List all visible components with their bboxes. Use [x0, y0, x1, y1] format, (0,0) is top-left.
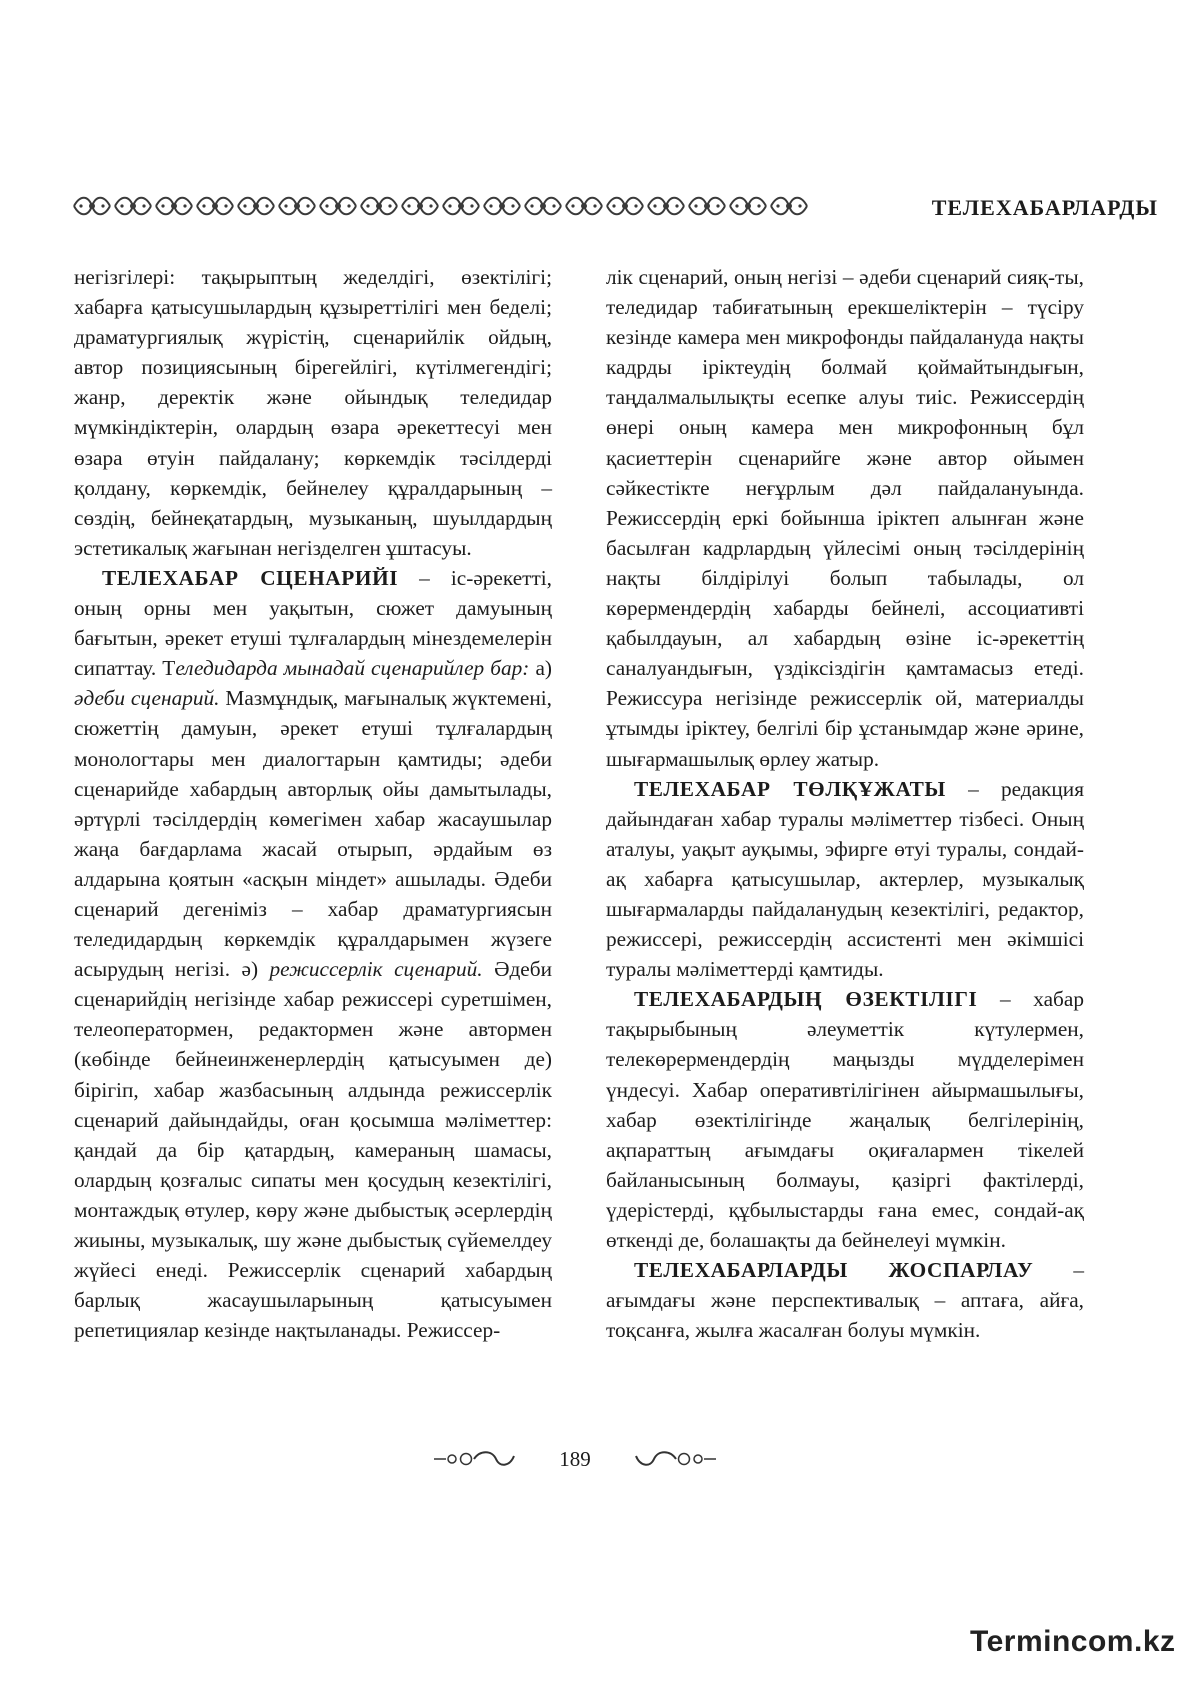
paragraph: лік сценарий, оның негізі – әдеби сценарий сияқ-ты, теледидар табиғатының ерекшеліктерін – түсіру кезінде камера мен микрофонды пайдалануда нақты кадрды іріктеудің болмай қоймайтындығын, таңдалмалылықты есепке алуы тиіс. Режиссердің өнері оның камера мен микрофонның бұл қасиеттерін сценарийге және автор ойымен сәйкестікте неғұрлым дәл пайдалануында. Режиссердің еркі бойынша іріктеп алынған және басылған кадрлардың үйлесімі оның тәсілдерінің нақты білдірілуі болып табылады, ол көрермендердің хабарды бейнелі, ассоциативті қабылдауын, ал хабардың өзіне іс-әрекеттің саналуандығын, үздіксіздігін қамтамасыз етеді. Режиссура негізінде режиссерлік ой, материалды ұтымды іріктеу, белгілі бір ұстанымдар және әрине, шығармашылық өрлеу жатыр.	[606, 265, 1084, 771]
term-heading: ТЕЛЕХАБАРДЫҢ ӨЗЕКТІЛІГІ	[634, 987, 978, 1012]
flourish-right-icon	[634, 1448, 718, 1470]
paragraph-text: – іс-әрекетті, оның орны мен уақытын, сюжет дамуының бағытын, әрекет етуші тұлғалардың мінездемелерін сипаттау. Т	[74, 565, 552, 681]
italic-text: әдеби сценарий.	[74, 686, 220, 711]
flourish-left-icon	[432, 1448, 516, 1470]
italic-text: режиссерлік сценарий.	[269, 957, 483, 982]
watermark-logo	[970, 1618, 1180, 1666]
paragraph-telehabar-tolkuzhaty	[606, 774, 1084, 985]
page-header	[72, 190, 1158, 226]
paragraph-text: а)	[529, 656, 552, 681]
paragraph-text: Әдеби сценарийдің негізінде хабар режиссері суретшімен, телеоператормен, редактормен және автормен (көбінде бейнеинженерлердің қатысуымен де) бірігіп, хабар жазбасының алдында режиссерлік сценарий дайындайды, оған қосымша мәліметтер: қандай да бір қатардың, камераның шамасы, олардың қозғалыс сипаты мен қосудың кезектілігі, монтаждық өтулер, көру және дыбыстық әсерлердің жиыны, музыкалық, шу және дыбыстық сүйемелдеу жүйесі енеді. Режиссерлік сценарий хабардың барлық жасаушыларының қатысуымен репетициялар кезінде нақтыланады. Режиссер-	[74, 957, 552, 1343]
paragraph-telehabar-scenariy	[74, 563, 552, 1345]
paragraph-telehabar-ozektiligi	[606, 984, 1084, 1255]
page-footer	[420, 1442, 730, 1476]
ornament-band-icon	[72, 193, 810, 219]
right-column	[606, 262, 1084, 1345]
paragraph-text: – хабар тақырыбының әлеуметтік күтулермен, телекөрермендердің маңызды мүдделерімен үндесуі. Хабар оперативтілігінен айырмашылығы, хабар өзектілігінде жаңалық белгілерінің, ақпараттың ағымдағы оқиғалармен тікелей байланысының болмауы, қазіргі фактілерді, үдерістерді, құбылыстарды ғана емес, сондай-ақ өткенді де, болашақты да бейнелеуі мүмкін.	[606, 987, 1084, 1252]
paragraph-telehabar-zhosparlau	[606, 1255, 1084, 1345]
term-heading: ТЕЛЕХАБАР СЦЕНАРИЙІ	[102, 565, 399, 590]
running-head: ТЕЛЕХАБАРЛАРДЫ	[931, 195, 1158, 220]
paragraph-text: – редакция дайындаған хабар туралы мәліметтер тізбесі. Оның аталуы, уақыт ауқымы, эфирге өтуі туралы, сондай-ақ хабарға қатысушылар, актерлер, музыкалық шығармаларды пайдаланудың кезектілігі, редактор, режиссері, режиссердің ассистенті мен әкімшісі туралы мәліметтерді қамтиды.	[606, 776, 1084, 982]
paragraph-text: Мазмұндық, мағыналық жүктемені, сюжеттің дамуын, әрекет етуші тұлғалардың монологтары мен диалогтарын қамтиды; әдеби сценарийде хабардың авторлық ойы дамытылады, әртүрлі тәсілдердің көмегімен хабар жасаушылар жаңа бағдарлама жасай отырып, әрдайым өз алдарына қоятын «асқын міндет» ашылады. Әдеби сценарий дегеніміз – хабар драматургиясын теледидардың көркемдік құралдарымен жүзеге асырудың негізі. ә)	[74, 686, 552, 982]
term-heading: ТЕЛЕХАБАРЛАРДЫ ЖОСПАРЛАУ	[634, 1258, 1034, 1283]
left-column	[74, 262, 552, 1345]
watermark-text: Termincom.kz	[970, 1625, 1176, 1658]
italic-text: еледидарда мынадай сценарийлер бар:	[175, 656, 530, 681]
page-number: 189	[559, 1447, 591, 1471]
paragraph-text: – ағымдағы және перспективалық – аптаға, айға, тоқсанға, жылға жасалған болуы мүмкін.	[606, 1258, 1084, 1343]
term-heading: ТЕЛЕХАБАР ТӨЛҚҰЖАТЫ	[634, 776, 946, 801]
paragraph: негізгілері: тақырыптың жеделдігі, өзектілігі; хабарға қатысушылардың құзыреттілігі мен беделі; драматургиялық жүрістің, сценарийлік ойдың, автор позициясының бірегейлігі, күтілмегендігі; жанр, деректік және ойындық теледидар мүмкіндіктерін, олардың өзара әрекеттесуі мен өзара өтуін пайдалану; көркемдік тәсілдерді қолдану, көркемдік, бейнелеу құралдарының – сөздің, бейнеқатардың, музыканың, шуылдардың эстетикалық жағынан негізделген ұштасуы.	[74, 265, 552, 560]
